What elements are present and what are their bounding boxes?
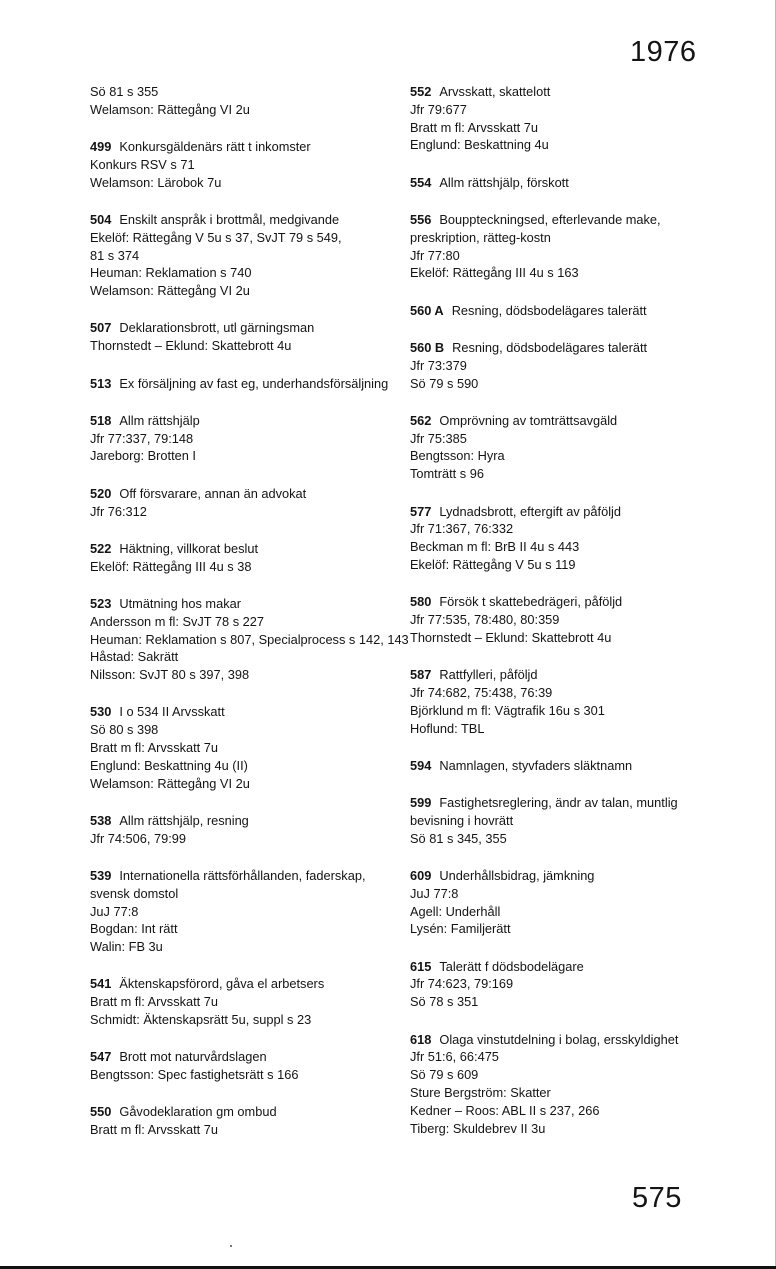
case-number: 562 [410, 412, 432, 428]
index-entry [410, 867, 700, 938]
reference-line: Bratt m fl: Arvsskatt 7u [90, 1122, 219, 1138]
index-entry [90, 412, 390, 465]
left-column [90, 83, 409, 1159]
index-entry [410, 958, 700, 1011]
reference-line: Walin: FB 3u [90, 939, 163, 955]
case-title: Underhållsbidrag, jämkning [439, 868, 595, 883]
case-number: 577 [410, 503, 432, 519]
page-number: 575 [632, 1182, 682, 1214]
reference-line: Jfr 76:312 [90, 503, 147, 519]
case-number: 538 [90, 812, 112, 828]
case-number: 594 [410, 757, 432, 773]
reference-line: Sö 81 s 345, 355 [410, 830, 507, 846]
entry-heading [90, 812, 390, 830]
entry-heading [410, 757, 700, 775]
index-entry [90, 319, 390, 355]
entry-heading [410, 794, 700, 830]
index-entry [90, 375, 390, 393]
entry-heading [410, 174, 700, 192]
entry-heading [90, 703, 390, 721]
entry-heading [90, 1048, 390, 1066]
entry-heading [90, 975, 390, 993]
reference-line: Björklund m fl: Vägtrafik 16u s 301 [410, 702, 605, 718]
entry-heading [90, 867, 390, 903]
case-title: Utmätning hos makar [119, 595, 241, 611]
reference-line: Beckman m fl: BrB II 4u s 443 [410, 539, 580, 555]
case-number: 518 [90, 412, 112, 428]
case-number: 560 A [410, 302, 444, 318]
case-title: Arvsskatt, skattelott [439, 84, 551, 99]
case-number: 547 [90, 1049, 112, 1065]
case-number: 513 [90, 375, 112, 391]
index-entry [410, 174, 700, 192]
reference-line: Jfr 77:337, 79:148 [90, 430, 194, 446]
reference-line: Bengtsson: Hyra [410, 448, 505, 464]
case-number: 599 [410, 795, 432, 811]
case-title: Enskilt anspråk i brottmål, medgivande [119, 211, 340, 227]
case-title: Omprövning av tomträttsavgäld [439, 412, 618, 428]
entry-heading [410, 83, 700, 101]
reference-line: Welamson: Rättegång VI 2u [90, 775, 250, 791]
case-title: Häktning, villkorat beslut [119, 540, 259, 556]
reference-line: Jfr 77:80 [410, 247, 460, 263]
index-entry [90, 138, 390, 191]
case-number: 507 [90, 320, 112, 336]
case-title: Namnlagen, styvfaders släktnamn [439, 757, 633, 773]
case-title: Talerätt f dödsbodelägare [439, 958, 584, 974]
index-entry [410, 211, 700, 282]
reference-line: Jfr 74:682, 75:438, 76:39 [410, 684, 553, 700]
entry-heading [410, 593, 700, 611]
index-entry [410, 503, 700, 574]
case-title: Rattfylleri, påföljd [439, 667, 538, 683]
index-entry [90, 83, 390, 119]
index-entry [410, 302, 700, 320]
case-title: Konkursgäldenärs rätt t inkomster [119, 139, 311, 155]
case-title: Brott mot naturvårdslagen [119, 1049, 267, 1065]
case-title: Lydnadsbrott, eftergift av påföljd [439, 503, 621, 519]
reference-line: Sö 81 s 355 [90, 84, 159, 99]
case-number: 522 [90, 540, 112, 556]
reference-line: Jfr 75:385 [410, 430, 467, 446]
index-entry [410, 339, 700, 392]
index-entry [90, 812, 390, 848]
reference-line: Jareborg: Brotten I [90, 448, 196, 464]
reference-line: Sö 79 s 590 [410, 375, 479, 391]
index-entry [410, 83, 700, 154]
entry-heading [410, 1031, 700, 1049]
reference-line: Ekelöf: Rättegång III 4u s 38 [90, 558, 252, 574]
case-number: 504 [90, 211, 112, 227]
case-title: Off försvarare, annan än advokat [119, 485, 307, 501]
reference-line: Bratt m fl: Arvsskatt 7u [90, 740, 219, 756]
index-entry [410, 593, 700, 646]
reference-line: Sture Bergström: Skatter [410, 1084, 551, 1100]
case-title: Allm rättshjälp, resning [119, 812, 249, 828]
entry-heading [410, 666, 700, 684]
reference-line: Jfr 79:677 [410, 101, 467, 117]
reference-line: Hoflund: TBL [410, 720, 485, 736]
reference-line: Bratt m fl: Arvsskatt 7u [90, 994, 219, 1010]
reference-line: Heuman: Reklamation s 807, Specialprocess s 142, 143 [90, 631, 409, 647]
entry-heading [410, 958, 700, 976]
reference-line: Welamson: Rättegång VI 2u [90, 101, 250, 117]
reference-line: Sö 80 s 398 [90, 722, 159, 738]
reference-line: JuJ 77:8 [90, 903, 139, 919]
case-title: Ex försäljning av fast eg, underhandsförsäljning [119, 375, 389, 391]
entry-heading [410, 302, 700, 320]
index-entry [410, 1031, 700, 1138]
reference-line: Sö 79 s 609 [410, 1067, 479, 1083]
reference-line: Schmidt: Äktenskapsrätt 5u, suppl s 23 [90, 1012, 312, 1028]
case-number: 554 [410, 174, 432, 190]
reference-line: Nilsson: SvJT 80 s 397, 398 [90, 667, 250, 683]
case-number: 550 [90, 1104, 112, 1120]
reference-line: Heuman: Reklamation s 740 [90, 265, 252, 281]
entry-heading [90, 595, 390, 613]
case-number: 530 [90, 704, 112, 720]
case-title: Deklarationsbrott, utl gärningsman [119, 320, 315, 336]
case-number: 609 [410, 868, 432, 883]
year-heading: 1976 [630, 36, 697, 68]
entry-heading [90, 319, 390, 337]
entry-heading [410, 867, 700, 885]
case-number: 541 [90, 976, 112, 992]
case-title: Olaga vinstutdelning i bolag, ersskyldighet [439, 1031, 679, 1047]
case-title: Bouppteckningsed, efterlevande make, preskription, rätteg-kostn [410, 211, 661, 245]
case-title: Gåvodeklaration gm ombud [119, 1104, 277, 1120]
index-entry [90, 211, 390, 300]
index-entry [410, 412, 700, 483]
reference-line: Lysén: Familjerätt [410, 921, 511, 937]
case-title: Allm rättshjälp [119, 412, 200, 428]
index-entry [90, 1048, 390, 1084]
index-entry [90, 540, 390, 576]
case-title: Försök t skattebedrägeri, påföljd [439, 594, 623, 610]
entry-heading [410, 503, 700, 521]
reference-line: Jfr 73:379 [410, 357, 467, 373]
reference-line: Tomträtt s 96 [410, 466, 484, 482]
case-title: I o 534 II Arvsskatt [119, 704, 225, 720]
case-number: 615 [410, 958, 432, 974]
reference-line: Ekelöf: Rättegång V 5u s 119 [410, 556, 576, 572]
case-number: 520 [90, 485, 112, 501]
entry-heading [410, 339, 700, 357]
reference-line: Sö 78 s 351 [410, 994, 479, 1010]
reference-line: Jfr 71:367, 76:332 [410, 521, 514, 537]
case-title: Resning, dödsbodelägares talerätt [452, 339, 648, 355]
reference-line: 81 s 374 [90, 247, 140, 263]
reference-line: Welamson: Rättegång VI 2u [90, 283, 250, 299]
case-number: 556 [410, 211, 432, 227]
index-entry [90, 485, 390, 521]
reference-line: Kedner – Roos: ABL II s 237, 266 [410, 1102, 600, 1118]
reference-line: Englund: Beskattning 4u [410, 137, 549, 153]
index-entry [90, 867, 390, 956]
index-entry [410, 794, 700, 847]
reference-line: Andersson m fl: SvJT 78 s 227 [90, 613, 265, 629]
index-entry [410, 666, 700, 737]
case-number: 539 [90, 868, 112, 883]
reference-line: Jfr 77:535, 78:480, 80:359 [410, 612, 560, 628]
reference-line: Håstad: Sakrätt [90, 649, 179, 665]
reference-line: Thornstedt – Eklund: Skattebrott 4u [410, 629, 612, 645]
index-entry [90, 975, 390, 1028]
index-entry [410, 757, 700, 775]
case-number: 560 B [410, 339, 445, 355]
case-title: Resning, dödsbodelägares talerätt [451, 302, 647, 318]
case-number: 587 [410, 667, 432, 683]
entry-heading [90, 1103, 390, 1121]
scan-speck [230, 1245, 232, 1247]
entry-heading [410, 412, 700, 430]
case-number: 552 [410, 84, 432, 99]
reference-line: Ekelöf: Rättegång III 4u s 163 [410, 265, 579, 281]
case-title: Äktenskapsförord, gåva el arbetsers [119, 976, 325, 992]
reference-line: Jfr 74:506, 79:99 [90, 830, 187, 846]
reference-line: Konkurs RSV s 71 [90, 156, 195, 172]
reference-line: Agell: Underhåll [410, 903, 501, 919]
case-number: 618 [410, 1031, 432, 1047]
reference-line: Bengtsson: Spec fastighetsrätt s 166 [90, 1067, 299, 1083]
right-column [410, 83, 700, 1157]
reference-line: Welamson: Lärobok 7u [90, 174, 222, 190]
index-entry [90, 1103, 390, 1139]
reference-line: Jfr 51:6, 66:475 [410, 1049, 499, 1065]
case-number: 523 [90, 595, 112, 611]
entry-heading [90, 485, 390, 503]
reference-line: Bratt m fl: Arvsskatt 7u [410, 119, 539, 135]
reference-line: Thornstedt – Eklund: Skattebrott 4u [90, 338, 292, 354]
entry-heading [90, 211, 390, 229]
case-number: 580 [410, 594, 432, 610]
reference-line: JuJ 77:8 [410, 885, 459, 901]
case-title: Fastighetsreglering, ändr av talan, muntlig bevisning i hovrätt [410, 795, 678, 828]
entry-heading [90, 412, 390, 430]
case-number: 499 [90, 139, 112, 155]
entry-heading [90, 375, 390, 393]
index-entry [90, 703, 390, 792]
index-entry [90, 595, 409, 684]
reference-line: Bogdan: Int rätt [90, 921, 178, 937]
reference-line: Englund: Beskattning 4u (II) [90, 757, 248, 773]
reference-line: Tiberg: Skuldebrev II 3u [410, 1120, 546, 1136]
entry-heading [90, 138, 390, 156]
reference-line: Jfr 74:623, 79:169 [410, 976, 514, 992]
entry-heading [90, 540, 390, 558]
case-title: Internationella rättsförhållanden, faderskap, svensk domstol [90, 868, 366, 901]
reference-line: Ekelöf: Rättegång V 5u s 37, SvJT 79 s 549, [90, 229, 342, 245]
case-title: Allm rättshjälp, förskott [439, 174, 569, 190]
entry-heading [410, 211, 700, 247]
